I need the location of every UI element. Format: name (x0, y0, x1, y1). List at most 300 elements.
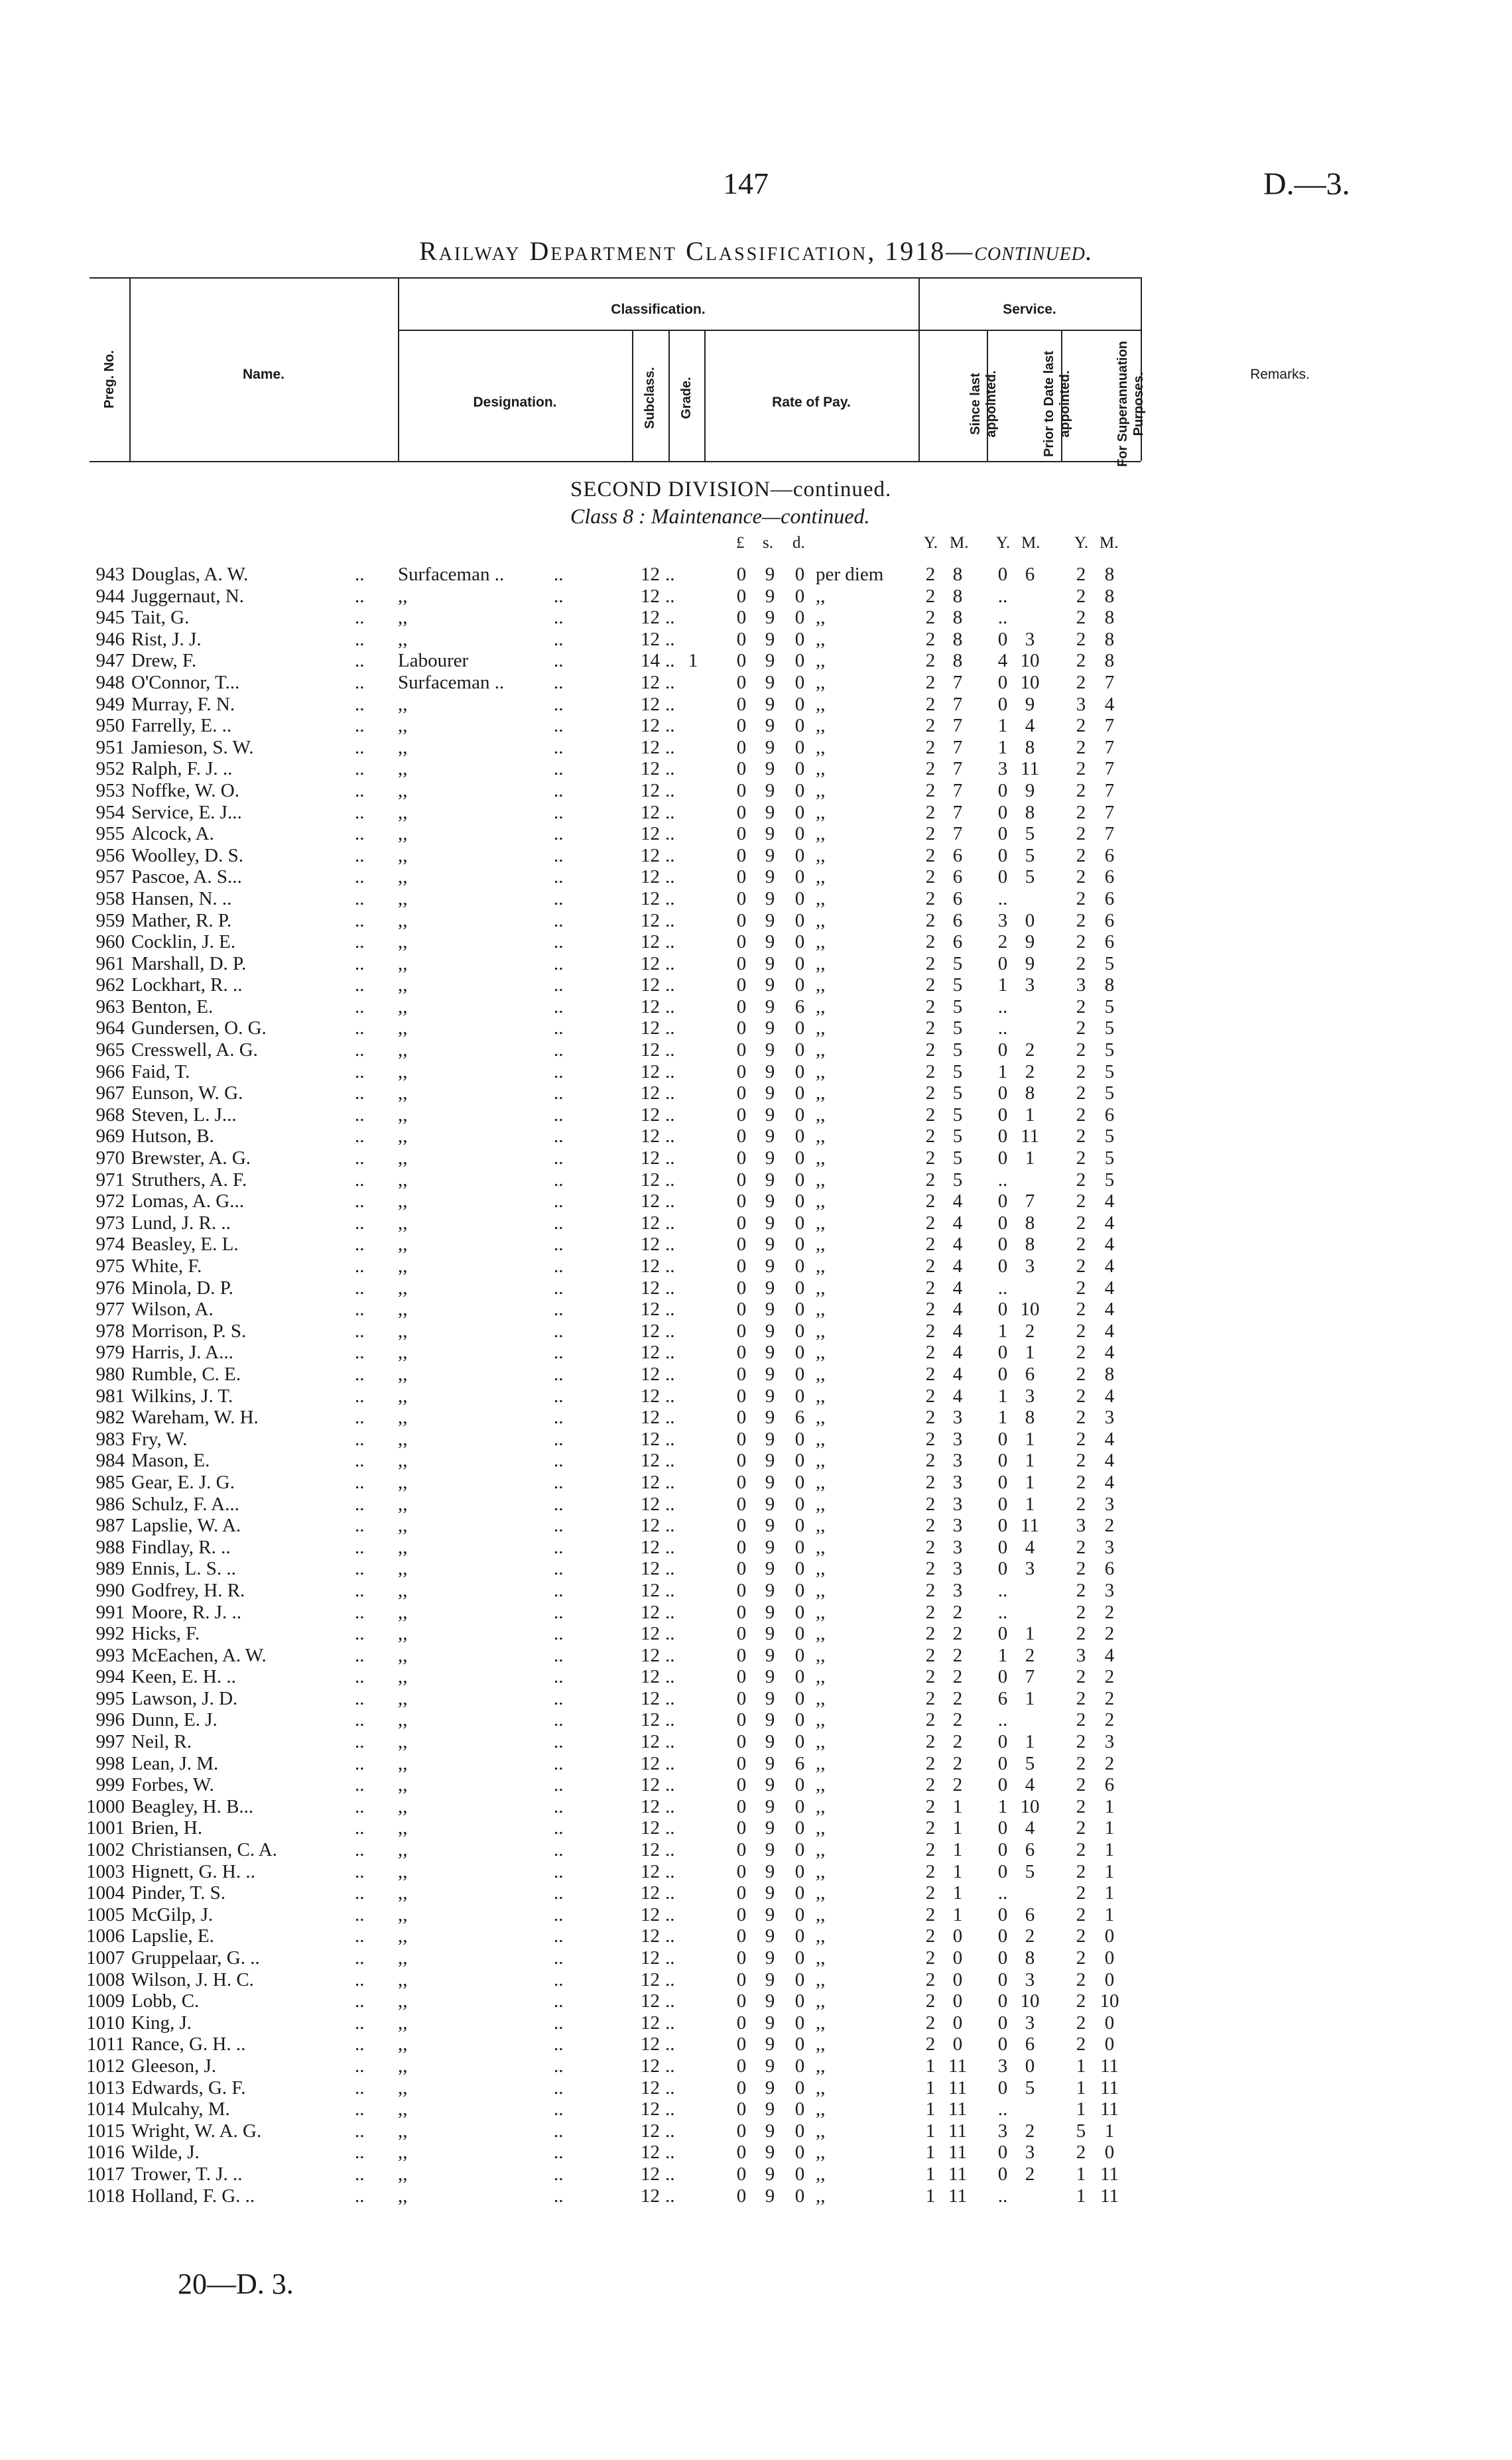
cell-name: Hignett, G. H. .. (131, 1860, 255, 1882)
cell-name: Forbes, W. (131, 1774, 214, 1796)
table-row (0, 758, 1512, 780)
cell-since-months: 2 (952, 1709, 963, 1731)
cell-designation: ,, (398, 823, 408, 845)
cell-since-months: 1 (952, 1817, 963, 1839)
cell-since-years: 2 (925, 844, 936, 866)
cell-pay-period: ,, (816, 2034, 826, 2055)
cell-since-years: 2 (925, 974, 936, 996)
cell-super-years: 2 (1076, 1299, 1086, 1321)
cell-subclass: 12 (641, 1515, 660, 1537)
leader-dots: .. (554, 823, 564, 845)
cell-prior-years: .. (997, 996, 1008, 1017)
table-row (0, 1947, 1512, 1969)
cell-subclass: 12 (641, 1493, 660, 1515)
leader-dots: .. (355, 801, 365, 823)
cell-since-months: 11 (948, 2077, 967, 2099)
cell-super-years: 2 (1076, 1774, 1086, 1796)
cell-since-years: 2 (925, 1342, 936, 1364)
cell-pay-period: ,, (816, 2185, 826, 2207)
cell-pay-pounds: 0 (736, 1061, 747, 1082)
cell-grade: 1 (688, 650, 698, 672)
cell-pay-pence: 0 (794, 1515, 805, 1537)
cell-prior-years: 0 (997, 779, 1008, 801)
cell-pay-period: ,, (816, 758, 826, 780)
cell-prior-years: 2 (997, 931, 1008, 953)
cell-subclass: 12 (641, 1579, 660, 1601)
cell-pay-shillings: 9 (765, 736, 775, 758)
cell-prior-months: 10 (1020, 1795, 1040, 1817)
cell-designation: ,, (398, 1666, 408, 1688)
leader-dots: .. (554, 1860, 564, 1882)
cell-prior-months: 3 (1025, 1558, 1035, 1580)
cell-designation: ,, (398, 1774, 408, 1796)
cell-prior-years: 3 (997, 758, 1008, 780)
leader-dots: .. (355, 1839, 365, 1861)
cell-super-years: 2 (1076, 1363, 1086, 1385)
cell-designation: ,, (398, 1644, 408, 1666)
cell-subclass: 12 (641, 1644, 660, 1666)
cell-pay-pounds: 0 (736, 607, 747, 629)
cell-subclass: 12 (641, 2012, 660, 2034)
header-designation: Designation. (473, 395, 557, 410)
cell-prior-months: 7 (1025, 1666, 1035, 1688)
cell-designation: ,, (398, 2034, 408, 2055)
cell-super-years: 2 (1076, 1277, 1086, 1299)
cell-preg-no: 984 (95, 1450, 125, 1472)
table-row (0, 910, 1512, 932)
cell-pay-shillings: 9 (765, 1234, 775, 1256)
cell-pay-pence: 0 (794, 607, 805, 629)
table-row (0, 1407, 1512, 1429)
cell-since-months: 0 (952, 1947, 963, 1969)
cell-pay-shillings: 9 (765, 1623, 775, 1645)
cell-pay-shillings: 9 (765, 1126, 775, 1147)
cell-subclass: 12 (641, 1039, 660, 1061)
cell-super-years: 2 (1076, 1385, 1086, 1407)
cell-pay-pounds: 0 (736, 1428, 747, 1450)
leader-dots: .. (554, 1515, 564, 1537)
cell-super-months: 5 (1104, 1126, 1115, 1147)
cell-super-years: 2 (1076, 2012, 1086, 2034)
cell-pay-pence: 0 (794, 931, 805, 953)
cell-prior-months: 11 (1021, 1126, 1039, 1147)
cell-since-years: 2 (925, 1925, 936, 1947)
cell-since-years: 2 (925, 1471, 936, 1493)
cell-preg-no: 976 (95, 1277, 125, 1299)
cell-designation: ,, (398, 1493, 408, 1515)
cell-pay-pence: 6 (794, 1752, 805, 1774)
cell-pay-period: ,, (816, 1817, 826, 1839)
leader-dots: .. (665, 1407, 675, 1429)
cell-pay-shillings: 9 (765, 1039, 775, 1061)
cell-super-months: 4 (1104, 1191, 1115, 1212)
cell-designation: ,, (398, 909, 408, 931)
cell-preg-no: 1005 (86, 1904, 125, 1925)
cell-pay-period: ,, (816, 2142, 826, 2164)
cell-prior-months: 3 (1025, 1256, 1035, 1277)
cell-super-months: 4 (1104, 1428, 1115, 1450)
cell-pay-pounds: 0 (736, 1277, 747, 1299)
cell-pay-shillings: 9 (765, 1407, 775, 1429)
cell-since-years: 2 (925, 1752, 936, 1774)
leader-dots: .. (665, 823, 675, 845)
cell-pay-shillings: 9 (765, 952, 775, 974)
cell-super-months: 2 (1104, 1709, 1115, 1731)
cell-pay-pounds: 0 (736, 1126, 747, 1147)
cell-pay-shillings: 9 (765, 2034, 775, 2055)
cell-prior-months: 1 (1025, 1104, 1035, 1126)
cell-since-months: 0 (952, 2012, 963, 2034)
cell-designation: ,, (398, 1687, 408, 1709)
cell-pay-period: ,, (816, 996, 826, 1017)
leader-dots: .. (355, 2142, 365, 2164)
cell-subclass: 12 (641, 1277, 660, 1299)
cell-since-years: 2 (925, 1947, 936, 1969)
cell-subclass: 12 (641, 1104, 660, 1126)
cell-super-months: 6 (1104, 909, 1115, 931)
cell-pay-pence: 0 (794, 1579, 805, 1601)
cell-since-months: 7 (952, 823, 963, 845)
cell-designation: ,, (398, 1839, 408, 1861)
cell-since-months: 11 (948, 2185, 967, 2207)
cell-pay-period: ,, (816, 1925, 826, 1947)
cell-designation: ,, (398, 1363, 408, 1385)
cell-super-years: 2 (1076, 1017, 1086, 1039)
leader-dots: .. (665, 564, 675, 585)
cell-pay-pence: 0 (794, 2034, 805, 2055)
cell-pay-pounds: 0 (736, 823, 747, 845)
table-row (0, 1558, 1512, 1580)
cell-prior-years: 0 (997, 1082, 1008, 1104)
cell-pay-pence: 0 (794, 1947, 805, 1969)
cell-pay-period: ,, (816, 1666, 826, 1688)
cell-pay-shillings: 9 (765, 1904, 775, 1925)
cell-prior-years: 0 (997, 1299, 1008, 1321)
cell-name: Pascoe, A. S... (131, 866, 242, 888)
cell-pay-shillings: 9 (765, 1385, 775, 1407)
cell-prior-years: 1 (997, 1407, 1008, 1429)
leader-dots: .. (355, 1774, 365, 1796)
cell-pay-pounds: 0 (736, 1320, 747, 1342)
cell-pay-period: ,, (816, 1990, 826, 2012)
cell-prior-months: 1 (1025, 1147, 1035, 1169)
cell-prior-months: 3 (1025, 974, 1035, 996)
leader-dots: .. (355, 758, 365, 780)
cell-super-years: 2 (1076, 1579, 1086, 1601)
cell-subclass: 12 (641, 564, 660, 585)
cell-super-years: 2 (1076, 1147, 1086, 1169)
cell-preg-no: 980 (95, 1363, 125, 1385)
cell-name: Pinder, T. S. (131, 1882, 225, 1904)
cell-pay-pence: 0 (794, 1428, 805, 1450)
cell-since-years: 2 (925, 1860, 936, 1882)
cell-since-months: 11 (948, 2099, 967, 2120)
cell-name: O'Connor, T... (131, 671, 240, 693)
table-row (0, 1039, 1512, 1061)
cell-prior-years: 0 (997, 801, 1008, 823)
cell-super-years: 2 (1076, 628, 1086, 650)
leader-dots: .. (355, 1644, 365, 1666)
cell-prior-months: 8 (1025, 801, 1035, 823)
cell-super-years: 2 (1076, 1882, 1086, 1904)
cell-super-months: 4 (1104, 1256, 1115, 1277)
cell-since-months: 1 (952, 1882, 963, 1904)
leader-dots: .. (665, 887, 675, 909)
cell-pay-pence: 0 (794, 1126, 805, 1147)
cell-pay-pounds: 0 (736, 2163, 747, 2185)
cell-pay-pounds: 0 (736, 1774, 747, 1796)
cell-name: Gear, E. J. G. (131, 1471, 235, 1493)
cell-pay-period: ,, (816, 1234, 826, 1256)
cell-pay-shillings: 9 (765, 1104, 775, 1126)
cell-subclass: 12 (641, 607, 660, 629)
cell-since-months: 5 (952, 952, 963, 974)
page-number: 147 (723, 166, 769, 200)
leader-dots: .. (355, 1925, 365, 1947)
leader-dots: .. (554, 1990, 564, 2012)
cell-pay-period: ,, (816, 715, 826, 737)
cell-pay-pounds: 0 (736, 2012, 747, 2034)
cell-designation: ,, (398, 1795, 408, 1817)
cell-pay-pounds: 0 (736, 1212, 747, 1234)
cell-prior-years: 6 (997, 1687, 1008, 1709)
cell-pay-pence: 6 (794, 1407, 805, 1429)
cell-since-months: 6 (952, 887, 963, 909)
table-row (0, 1580, 1512, 1602)
cell-pay-pounds: 0 (736, 1860, 747, 1882)
leader-dots: .. (355, 2163, 365, 2185)
leader-dots: .. (665, 1817, 675, 1839)
cell-designation: ,, (398, 1969, 408, 1990)
cell-super-years: 1 (1076, 2099, 1086, 2120)
leader-dots: .. (665, 1320, 675, 1342)
cell-pay-period: ,, (816, 1515, 826, 1537)
cell-since-months: 1 (952, 1839, 963, 1861)
cell-since-years: 2 (925, 1299, 936, 1321)
cell-pay-shillings: 9 (765, 779, 775, 801)
cell-pay-pence: 0 (794, 1191, 805, 1212)
cell-prior-years: 0 (997, 1234, 1008, 1256)
leader-dots: .. (355, 1817, 365, 1839)
leader-dots: .. (665, 1558, 675, 1580)
cell-designation: ,, (398, 1212, 408, 1234)
cell-pay-shillings: 9 (765, 1817, 775, 1839)
cell-pay-shillings: 9 (765, 1795, 775, 1817)
cell-pay-pounds: 0 (736, 1969, 747, 1990)
cell-super-months: 4 (1104, 1212, 1115, 1234)
cell-subclass: 12 (641, 1925, 660, 1947)
cell-subclass: 12 (641, 2120, 660, 2142)
cell-preg-no: 985 (95, 1471, 125, 1493)
cell-pay-pounds: 0 (736, 1601, 747, 1623)
cell-super-months: 0 (1104, 1947, 1115, 1969)
cell-pay-pounds: 0 (736, 1191, 747, 1212)
cell-since-months: 5 (952, 974, 963, 996)
table-row (0, 1839, 1512, 1861)
leader-dots: .. (665, 2120, 675, 2142)
table-row (0, 1709, 1512, 1731)
cell-super-months: 4 (1104, 1450, 1115, 1472)
cell-prior-months: 5 (1025, 866, 1035, 888)
leader-dots: .. (554, 909, 564, 931)
cell-prior-years: 1 (997, 736, 1008, 758)
cell-pay-shillings: 9 (765, 1601, 775, 1623)
cell-name: Eunson, W. G. (131, 1082, 243, 1104)
leader-dots: .. (355, 909, 365, 931)
cell-pay-pence: 0 (794, 2077, 805, 2099)
cell-name: Dunn, E. J. (131, 1709, 218, 1731)
cell-subclass: 12 (641, 1385, 660, 1407)
cell-prior-months: 8 (1025, 1947, 1035, 1969)
cell-preg-no: 945 (95, 607, 125, 629)
cell-super-years: 2 (1076, 1104, 1086, 1126)
cell-preg-no: 1009 (86, 1990, 125, 2012)
cell-super-months: 5 (1104, 1169, 1115, 1191)
cell-pay-period: ,, (816, 1277, 826, 1299)
cell-prior-years: 0 (997, 1428, 1008, 1450)
leader-dots: .. (665, 909, 675, 931)
cell-name: Douglas, A. W. (131, 564, 249, 585)
cell-name: Wilde, J. (131, 2142, 200, 2164)
leader-dots: .. (554, 866, 564, 888)
cell-designation: ,, (398, 1299, 408, 1321)
leader-dots: .. (355, 1320, 365, 1342)
cell-subclass: 12 (641, 1191, 660, 1212)
leader-dots: .. (665, 1904, 675, 1925)
cell-prior-months: 9 (1025, 952, 1035, 974)
leader-dots: .. (355, 2034, 365, 2055)
cell-pay-period: ,, (816, 1558, 826, 1580)
table-row (0, 802, 1512, 824)
leader-dots: .. (665, 2163, 675, 2185)
footer-reference: 20—D. 3. (178, 2268, 294, 2300)
cell-designation: ,, (398, 2142, 408, 2164)
cell-prior-months: 1 (1025, 1428, 1035, 1450)
cell-since-months: 7 (952, 779, 963, 801)
leader-dots: .. (355, 1126, 365, 1147)
cell-pay-pounds: 0 (736, 2120, 747, 2142)
cell-pay-pounds: 0 (736, 1082, 747, 1104)
leader-dots: .. (355, 1169, 365, 1191)
cell-preg-no: 946 (95, 628, 125, 650)
cell-name: King, J. (131, 2012, 192, 2034)
cell-designation: ,, (398, 607, 408, 629)
cell-prior-years: 0 (997, 1450, 1008, 1472)
cell-super-years: 3 (1076, 1644, 1086, 1666)
cell-name: Rumble, C. E. (131, 1363, 241, 1385)
cell-since-months: 5 (952, 1147, 963, 1169)
cell-since-months: 3 (952, 1493, 963, 1515)
cell-since-months: 3 (952, 1450, 963, 1472)
cell-since-years: 2 (925, 1169, 936, 1191)
cell-subclass: 12 (641, 1082, 660, 1104)
cell-super-months: 1 (1104, 1839, 1115, 1861)
cell-pay-shillings: 9 (765, 1731, 775, 1753)
cell-preg-no: 992 (95, 1623, 125, 1645)
leader-dots: .. (554, 2034, 564, 2055)
cell-subclass: 12 (641, 779, 660, 801)
leader-dots: .. (355, 1017, 365, 1039)
cell-subclass: 12 (641, 1558, 660, 1580)
cell-pay-period: ,, (816, 1882, 826, 1904)
cell-pay-pence: 0 (794, 671, 805, 693)
leader-dots: .. (665, 1515, 675, 1537)
cell-name: Jamieson, S. W. (131, 736, 254, 758)
cell-designation: ,, (398, 1082, 408, 1104)
cell-since-months: 7 (952, 801, 963, 823)
cell-pay-period: ,, (816, 1731, 826, 1753)
cell-designation: ,, (398, 2077, 408, 2099)
cell-pay-pounds: 0 (736, 1471, 747, 1493)
cell-preg-no: 943 (95, 564, 125, 585)
cell-super-months: 0 (1104, 2012, 1115, 2034)
table-row (0, 823, 1512, 845)
cell-preg-no: 1012 (86, 2055, 125, 2077)
cell-designation: ,, (398, 2185, 408, 2207)
cell-pay-period: ,, (816, 1795, 826, 1817)
cell-prior-months: 10 (1020, 671, 1040, 693)
cell-designation: ,, (398, 779, 408, 801)
cell-super-months: 11 (1100, 2077, 1119, 2099)
cell-since-years: 2 (925, 2012, 936, 2034)
leader-dots: .. (554, 585, 564, 607)
cell-pay-pounds: 0 (736, 1536, 747, 1558)
leader-dots: .. (554, 736, 564, 758)
cell-super-months: 8 (1104, 974, 1115, 996)
cell-designation: ,, (398, 1061, 408, 1082)
cell-since-years: 2 (925, 1515, 936, 1537)
cell-name: Alcock, A. (131, 823, 214, 845)
leader-dots: .. (665, 1925, 675, 1947)
cell-pay-pence: 0 (794, 1017, 805, 1039)
cell-since-years: 2 (925, 1579, 936, 1601)
unit-super-months: M. (1100, 534, 1119, 552)
leader-dots: .. (554, 1212, 564, 1234)
cell-super-months: 5 (1104, 952, 1115, 974)
cell-pay-period: ,, (816, 1860, 826, 1882)
table-row (0, 953, 1512, 975)
cell-pay-period: ,, (816, 1471, 826, 1493)
cell-since-months: 0 (952, 1990, 963, 2012)
cell-since-years: 2 (925, 715, 936, 737)
cell-pay-shillings: 9 (765, 1687, 775, 1709)
leader-dots: .. (554, 1320, 564, 1342)
cell-pay-pence: 0 (794, 1039, 805, 1061)
leader-dots: .. (554, 844, 564, 866)
leader-dots: .. (665, 1450, 675, 1472)
leader-dots: .. (554, 887, 564, 909)
cell-pay-shillings: 9 (765, 1299, 775, 1321)
cell-name: Neil, R. (131, 1731, 192, 1753)
cell-designation: ,, (398, 736, 408, 758)
cell-designation: ,, (398, 1256, 408, 1277)
leader-dots: .. (355, 2077, 365, 2099)
cell-super-months: 5 (1104, 1061, 1115, 1082)
cell-subclass: 12 (641, 1428, 660, 1450)
cell-pay-period: ,, (816, 1579, 826, 1601)
cell-since-years: 2 (925, 1320, 936, 1342)
leader-dots: .. (665, 1579, 675, 1601)
cell-subclass: 12 (641, 715, 660, 737)
cell-since-years: 2 (925, 1126, 936, 1147)
cell-designation: ,, (398, 1277, 408, 1299)
cell-super-years: 2 (1076, 1558, 1086, 1580)
cell-since-months: 4 (952, 1385, 963, 1407)
cell-since-years: 2 (925, 866, 936, 888)
cell-prior-years: 0 (997, 1925, 1008, 1947)
leader-dots: .. (554, 1839, 564, 1861)
cell-pay-pence: 0 (794, 1925, 805, 1947)
